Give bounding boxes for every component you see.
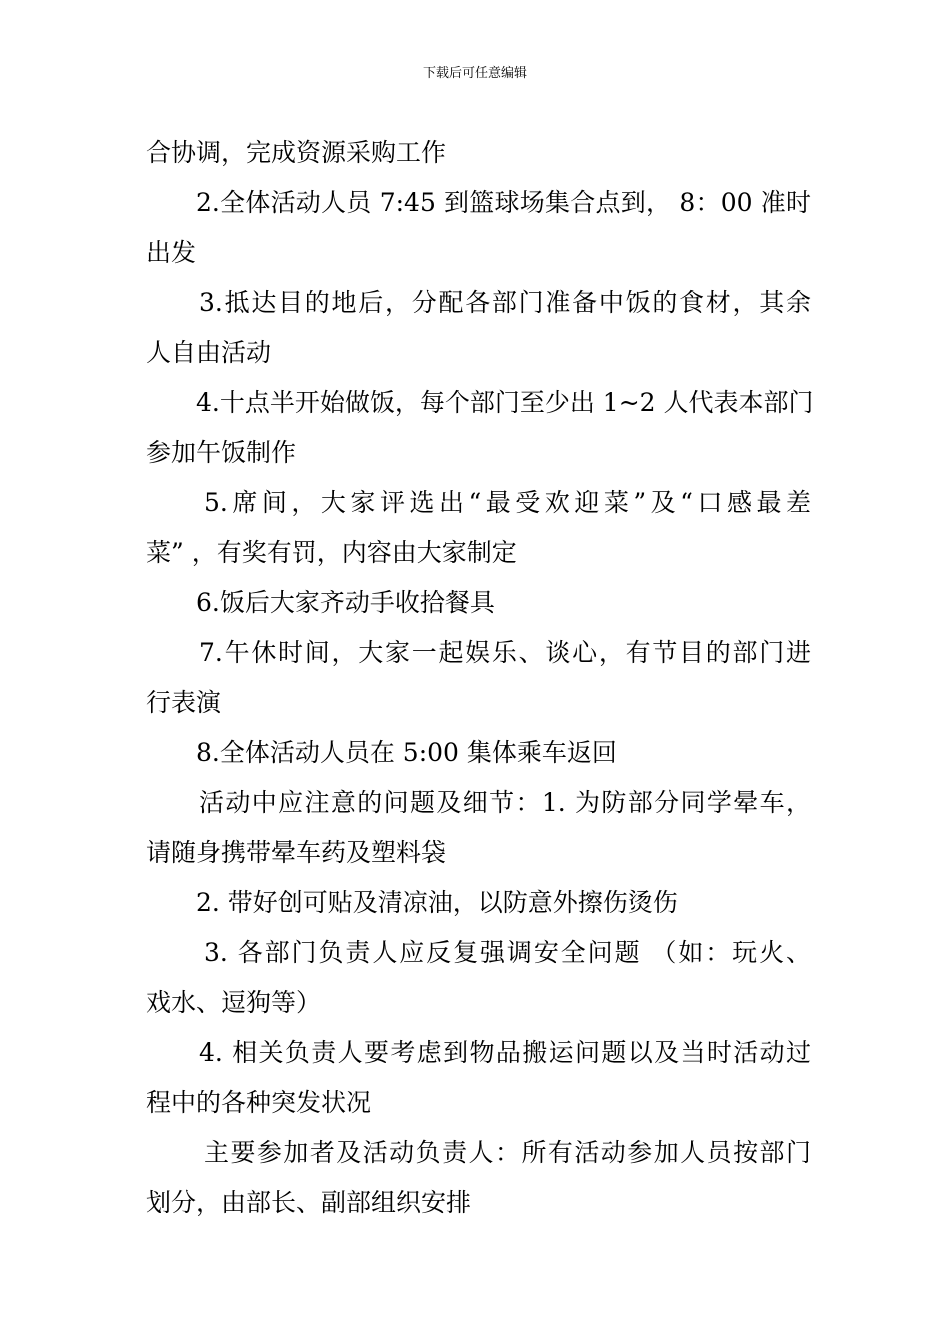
paragraph-line: 主要参加者及活动负责人：所有活动参加人员按部门 xyxy=(204,1138,811,1167)
paragraph-line: 8.全体活动人员在 5:00 集体乘车返回 xyxy=(196,738,617,767)
paragraph-line: 5.席间，大家评选出“最受欢迎菜”及“口感最差 xyxy=(204,488,811,517)
paragraph-line: 3.抵达目的地后，分配各部门准备中饭的食材，其余 xyxy=(199,288,811,317)
paragraph-line: 参加午饭制作 xyxy=(146,438,297,467)
paragraph-line: 3. 各部门负责人应反复强调安全问题 （如：玩火、 xyxy=(204,938,811,967)
paragraph-line: 6.饭后大家齐动手收拾餐具 xyxy=(196,588,495,617)
paragraph-line: 4. 相关负责人要考虑到物品搬运问题以及当时活动过 xyxy=(199,1038,811,1067)
paragraph-line: 合协调，完成资源采购工作 xyxy=(146,138,447,167)
paragraph-line: 程中的各种突发状况 xyxy=(146,1088,372,1117)
paragraph-line: 戏水、逗狗等） xyxy=(146,988,322,1017)
paragraph-line: 行表演 xyxy=(146,688,222,717)
paragraph-line: 2.全体活动人员 7:45 到篮球场集合点到， 8：00 准时 xyxy=(196,188,811,217)
paragraph-line: 2. 带好创可贴及清凉油，以防意外擦伤烫伤 xyxy=(196,888,678,917)
paragraph-line: 请随身携带晕车药及塑料袋 xyxy=(146,838,447,867)
paragraph-line: 出发 xyxy=(146,238,197,267)
document-body xyxy=(146,128,814,1228)
paragraph-line: 菜” ，有奖有罚，内容由大家制定 xyxy=(146,538,517,567)
paragraph-line: 划分，由部长、副部组织安排 xyxy=(146,1188,472,1217)
paragraph-line: 7.午休时间，大家一起娱乐、谈心，有节目的部门进 xyxy=(199,638,811,667)
paragraph-line: 4.十点半开始做饭，每个部门至少出 1~2 人代表本部门 xyxy=(196,388,814,417)
paragraph-line: 人自由活动 xyxy=(146,338,272,367)
page-header: 下载后可任意编辑 xyxy=(422,66,527,81)
paragraph-line: 活动中应注意的问题及细节：1. 为防部分同学晕车， xyxy=(199,788,811,817)
